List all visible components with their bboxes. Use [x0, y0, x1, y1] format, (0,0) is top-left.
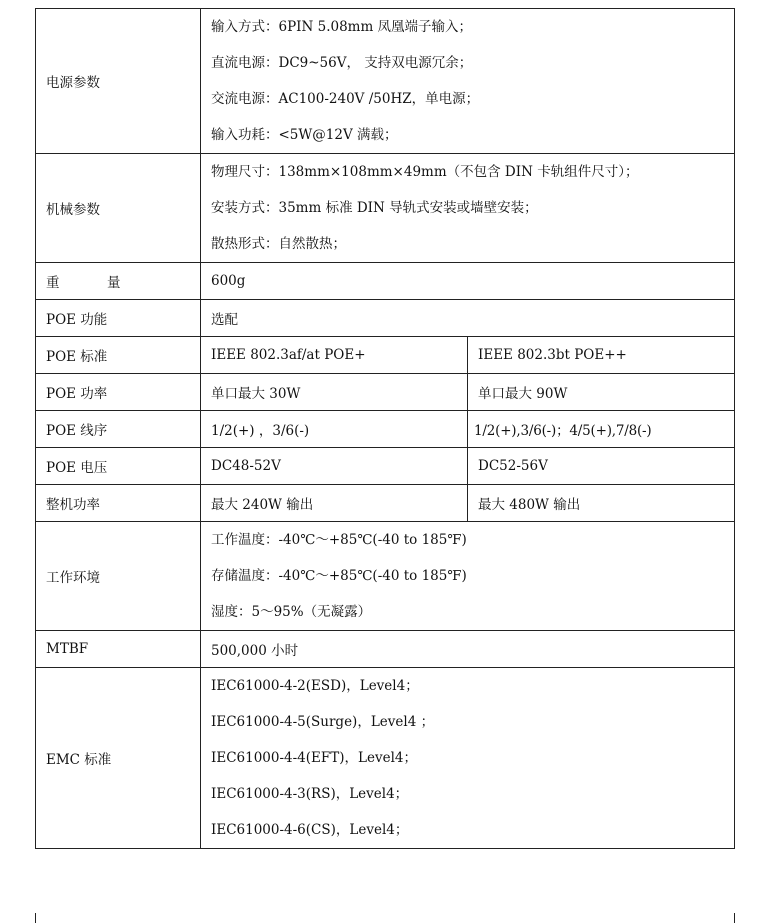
- value-poe-standard-1: IEEE 802.3af/at POE+: [201, 337, 468, 374]
- table-row-mechanical: [36, 154, 735, 263]
- table-row-poe-power: [36, 374, 735, 411]
- mechanical-line-mount: 安装方式：35mm 标准 DIN 导轨式安装或墙壁安装；: [211, 200, 538, 216]
- emc-line-cs: IEC61000-4-6(CS)，Level4；: [211, 822, 409, 838]
- power-line-input: 输入方式：6PIN 5.08mm 凤凰端子输入；: [211, 19, 473, 35]
- label-mechanical: 机械参数: [36, 154, 201, 263]
- label-poe-standard: POE 标准: [36, 337, 201, 374]
- value-poe-function: 选配: [201, 300, 735, 337]
- value-total-power-2: 最大 480W 输出: [468, 485, 735, 522]
- emc-line-rs: IEC61000-4-3(RS)，Level4；: [211, 786, 409, 802]
- emc-line-eft: IEC61000-4-4(EFT)，Level4；: [211, 750, 418, 766]
- table-row-emc: [36, 668, 735, 849]
- value-power: [201, 9, 735, 154]
- environment-line-operating: 工作温度：-40℃～+85℃(-40 to 185℉): [211, 532, 467, 548]
- value-poe-power-2: 单口最大 90W: [468, 374, 735, 411]
- value-emc: [201, 668, 735, 849]
- table-row-poe-voltage: [36, 448, 735, 485]
- label-mtbf: MTBF: [36, 631, 201, 668]
- value-poe-power-1: 单口最大 30W: [201, 374, 468, 411]
- power-line-ac: 交流电源：AC100-240V /50HZ，单电源；: [211, 91, 480, 107]
- value-mechanical: [201, 154, 735, 263]
- table-row-power: [36, 9, 735, 154]
- table-row-weight: [36, 263, 735, 300]
- value-poe-standard-2: IEEE 802.3bt POE++: [468, 337, 735, 374]
- value-weight: 600g: [201, 263, 735, 300]
- value-poe-wiring-1: 1/2(+) ，3/6(-): [201, 411, 468, 448]
- power-line-dc: 直流电源：DC9~56V， 支持双电源冗余；: [211, 55, 473, 71]
- label-weight: [36, 263, 201, 300]
- table-row-poe-wiring: [36, 411, 735, 448]
- label-poe-wiring: POE 线序: [36, 411, 201, 448]
- label-power: 电源参数: [36, 9, 201, 154]
- emc-line-esd: IEC61000-4-2(ESD)，Level4；: [211, 678, 419, 694]
- emc-line-surge: IEC61000-4-5(Surge)，Level4 ；: [211, 714, 435, 730]
- spec-table: [35, 8, 735, 849]
- environment-line-humidity: 湿度：5～95%（无凝露）: [211, 604, 372, 620]
- table-row-poe-standard: [36, 337, 735, 374]
- label-weight-text: 重 量: [46, 275, 143, 291]
- mechanical-line-cooling: 散热形式：自然散热；: [211, 236, 346, 252]
- label-poe-power: POE 功率: [36, 374, 201, 411]
- mechanical-line-size: 物理尺寸：138mm×108mm×49mm（不包含 DIN 卡轨组件尺寸）；: [211, 164, 639, 180]
- value-poe-voltage-2: DC52-56V: [468, 448, 735, 485]
- label-total-power: 整机功率: [36, 485, 201, 522]
- table-continuation-edge: [35, 913, 735, 923]
- table-row-total-power: [36, 485, 735, 522]
- table-row-environment: [36, 522, 735, 631]
- label-emc: EMC 标准: [36, 668, 201, 849]
- power-line-consumption: 输入功耗：<5W@12V 满载；: [211, 127, 398, 143]
- table-row-poe-function: [36, 300, 735, 337]
- table-row-mtbf: [36, 631, 735, 668]
- label-environment: 工作环境: [36, 522, 201, 631]
- value-poe-voltage-1: DC48-52V: [201, 448, 468, 485]
- value-environment: [201, 522, 735, 631]
- value-poe-wiring-2: 1/2(+),3/6(-)；4/5(+),7/8(-): [468, 411, 735, 448]
- label-poe-voltage: POE 电压: [36, 448, 201, 485]
- label-poe-function: POE 功能: [36, 300, 201, 337]
- value-mtbf: 500,000 小时: [201, 631, 735, 668]
- value-total-power-1: 最大 240W 输出: [201, 485, 468, 522]
- environment-line-storage: 存储温度：-40℃～+85℃(-40 to 185℉): [211, 568, 467, 584]
